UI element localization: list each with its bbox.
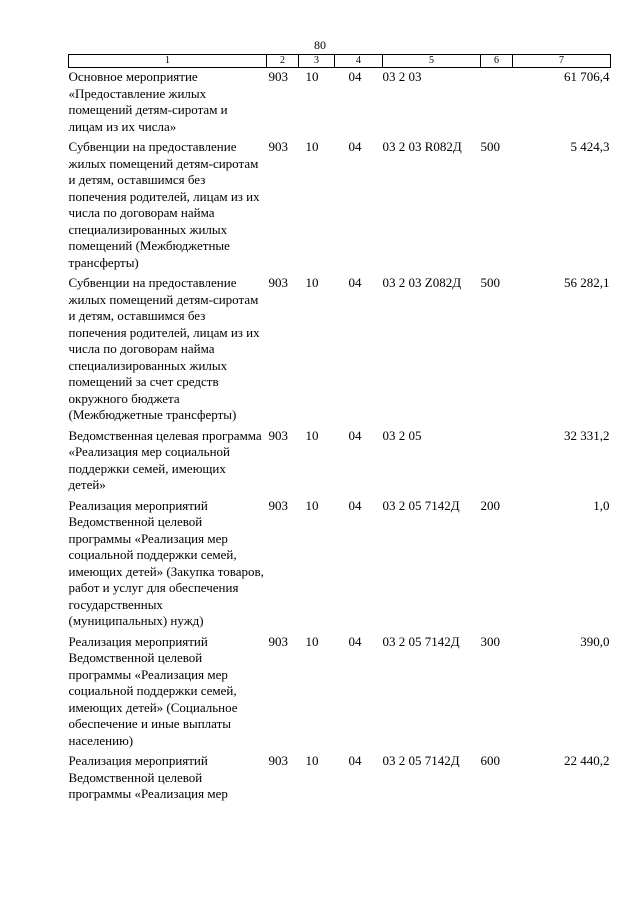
row-article-code: 03 2 03 bbox=[382, 69, 422, 84]
row-amount: 56 282,1 bbox=[564, 275, 610, 290]
header-col-7: 7 bbox=[513, 55, 611, 68]
header-row bbox=[69, 55, 611, 68]
header-col-4: 4 bbox=[335, 55, 383, 68]
row-ministry-code: 903 bbox=[268, 753, 288, 768]
row-article-code: 03 2 03 R082Д bbox=[382, 139, 462, 154]
row-subsection-code: 04 bbox=[348, 69, 362, 84]
table-row bbox=[69, 497, 611, 633]
row-name: Реализация мероприятий Ведомственной целевой программы «Реализация мер bbox=[68, 753, 228, 801]
row-subsection-code: 04 bbox=[348, 753, 362, 768]
row-name: Ведомственная целевая программа «Реализация мер социальной поддержки семей, имеющих детей» bbox=[68, 427, 262, 492]
table-body bbox=[69, 68, 611, 806]
header-col-5: 5 bbox=[383, 55, 481, 68]
row-section-code: 10 bbox=[305, 427, 319, 443]
budget-table bbox=[68, 54, 611, 806]
row-expense-type: 500 bbox=[480, 139, 500, 154]
row-section-code: 10 bbox=[305, 139, 319, 154]
header-col-2: 2 bbox=[267, 55, 299, 68]
row-amount: 1,0 bbox=[593, 497, 610, 513]
row-expense-type bbox=[481, 68, 513, 139]
row-section-code: 10 bbox=[305, 633, 319, 649]
row-name: Реализация мероприятий Ведомственной целевой программы «Реализация мер социальной поддержки семей, имеющих детей» (Закупка товаров, работ и услуг для обеспечения государственных (муниципальных) нужд) bbox=[68, 497, 264, 628]
row-section-code: 10 bbox=[305, 275, 319, 290]
row-article-code: 03 2 05 7142Д bbox=[382, 497, 460, 513]
row-ministry-code: 903 bbox=[268, 427, 288, 443]
table-header bbox=[69, 55, 611, 68]
row-name: Основное мероприятие «Предоставление жилых помещений детям-сиротам и лицам из их числа» bbox=[68, 69, 228, 134]
row-name: Субвенции на предоставление жилых помещений детям-сиротам и детям, оставшимся без попечения родителей, лицам из их числа по договорам найма специализированных жилых помещений за счет средств окружного бюджета (Межбюджетные трансферты) bbox=[68, 275, 260, 422]
header-col-1: 1 bbox=[69, 55, 267, 68]
header-col-6: 6 bbox=[481, 55, 513, 68]
row-amount: 32 331,2 bbox=[564, 427, 610, 443]
row-ministry-code: 903 bbox=[268, 633, 288, 649]
row-ministry-code: 903 bbox=[268, 275, 288, 290]
row-section-code: 10 bbox=[305, 497, 319, 513]
row-expense-type: 200 bbox=[480, 497, 500, 513]
table-row bbox=[69, 138, 611, 274]
row-name: Субвенции на предоставление жилых помещений детям-сиротам и детям, оставшимся без попечения родителей, лицам из их числа по договорам найма специализированных жилых помещений (Межбюджетные трансферты) bbox=[68, 139, 260, 270]
row-article-code: 03 2 05 7142Д bbox=[382, 633, 460, 649]
row-article-code: 03 2 05 7142Д bbox=[382, 753, 460, 768]
row-expense-type: 300 bbox=[480, 633, 500, 649]
header-col-3: 3 bbox=[299, 55, 335, 68]
row-expense-type bbox=[481, 427, 513, 497]
row-subsection-code: 04 bbox=[348, 139, 362, 154]
row-name: Реализация мероприятий Ведомственной целевой программы «Реализация мер социальной поддержки семей, имеющих детей» (Социальное обеспечение и иные выплаты населению) bbox=[68, 633, 238, 748]
row-subsection-code: 04 bbox=[348, 427, 362, 443]
row-expense-type: 600 bbox=[480, 753, 500, 768]
row-article-code: 03 2 05 bbox=[382, 427, 422, 443]
table-row bbox=[69, 427, 611, 497]
row-ministry-code: 903 bbox=[268, 139, 288, 154]
table-row bbox=[69, 68, 611, 139]
row-amount: 61 706,4 bbox=[564, 69, 610, 84]
page-number: 80 bbox=[314, 38, 326, 52]
row-section-code: 10 bbox=[305, 753, 319, 768]
row-ministry-code: 903 bbox=[268, 69, 288, 84]
row-amount: 390,0 bbox=[580, 633, 610, 649]
row-expense-type: 500 bbox=[480, 275, 500, 290]
row-ministry-code: 903 bbox=[268, 497, 288, 513]
row-subsection-code: 04 bbox=[348, 633, 362, 649]
row-subsection-code: 04 bbox=[348, 275, 362, 290]
row-section-code: 10 bbox=[305, 69, 319, 84]
row-subsection-code: 04 bbox=[348, 497, 362, 513]
row-article-code: 03 2 03 Z082Д bbox=[382, 275, 462, 290]
row-amount: 22 440,2 bbox=[564, 753, 610, 768]
table-row bbox=[69, 274, 611, 427]
row-amount: 5 424,3 bbox=[570, 139, 610, 154]
table-row bbox=[69, 633, 611, 753]
table-row bbox=[69, 752, 611, 806]
